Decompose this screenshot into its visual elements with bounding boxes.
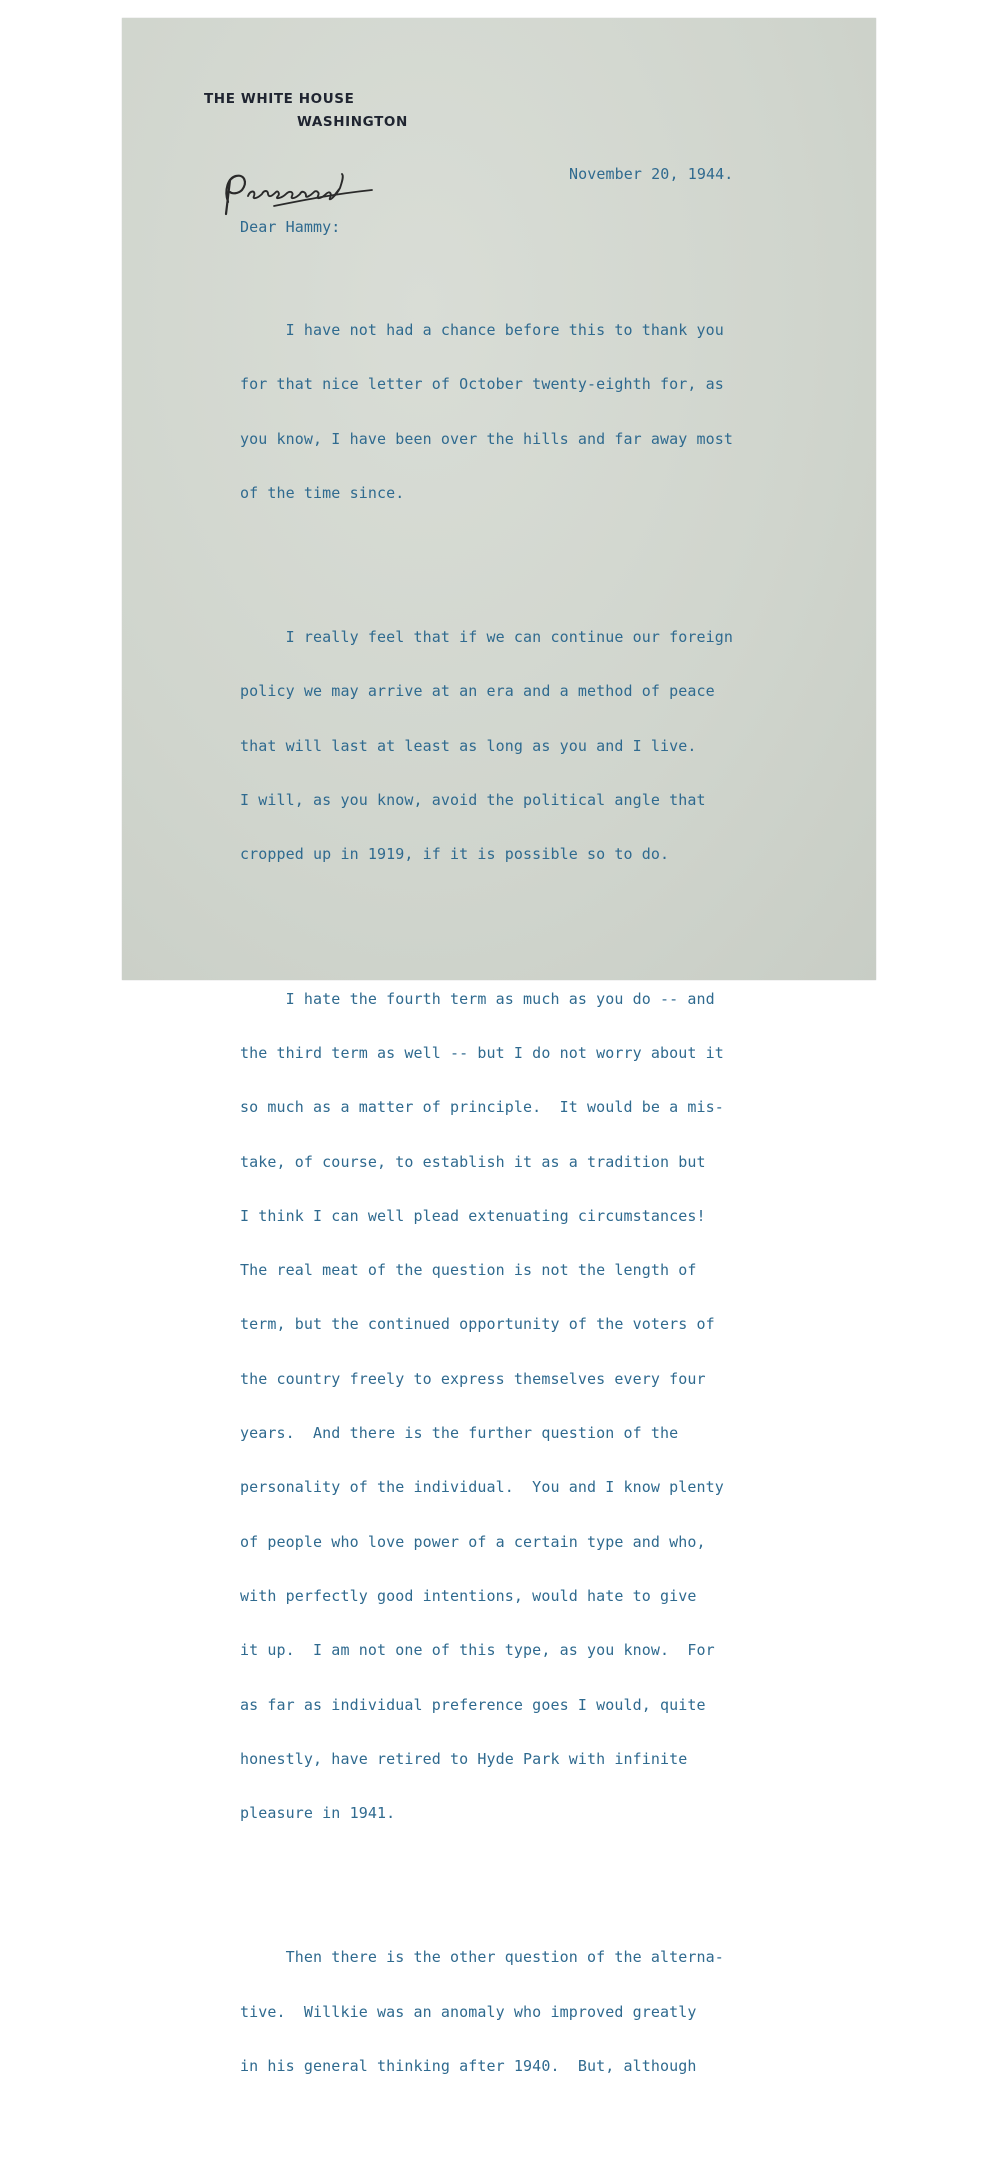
body-line: cropped up in 1919, if it is possible so to do. bbox=[240, 845, 670, 864]
body-line: Then there is the other question of the alterna- bbox=[240, 1948, 724, 1967]
body-line: you know, I have been over the hills and far away most bbox=[240, 429, 734, 448]
letter-date: November 20, 1944. bbox=[569, 165, 734, 183]
body-line: it up. I am not one of this type, as you know. For bbox=[240, 1641, 715, 1660]
paragraph-4 bbox=[240, 1912, 840, 2111]
body-line: I have not had a chance before this to thank you bbox=[240, 321, 724, 339]
body-line: term, but the continued opportunity of the voters of bbox=[240, 1315, 715, 1334]
body-line: The real meat of the question is not the length of bbox=[240, 1261, 697, 1280]
body-line: the country freely to express themselves every four bbox=[240, 1369, 706, 1388]
body-line: in his general thinking after 1940. But, although bbox=[240, 2057, 697, 2076]
letterhead-title: THE WHITE HOUSE bbox=[204, 91, 355, 107]
body-line: policy we may arrive at an era and a method of peace bbox=[240, 682, 715, 701]
body-line: so much as a matter of principle. It would be a mis- bbox=[240, 1098, 724, 1117]
letterhead-city: WASHINGTON bbox=[297, 114, 408, 130]
paragraph-2 bbox=[240, 592, 840, 899]
paragraph-3 bbox=[240, 954, 840, 1859]
body-line: I really feel that if we can continue our foreign bbox=[240, 628, 734, 647]
body-line: pleasure in 1941. bbox=[240, 1804, 396, 1823]
body-line: I think I can well plead extenuating circumstances! bbox=[240, 1206, 706, 1225]
salutation: Dear Hammy: bbox=[240, 218, 341, 236]
body-line: the third term as well -- but I do not worry about it bbox=[240, 1043, 724, 1062]
paragraph-1 bbox=[240, 285, 840, 538]
letter-sheet bbox=[122, 18, 876, 2076]
body-line: honestly, have retired to Hyde Park with infinite bbox=[240, 1749, 688, 1768]
body-line: of the time since. bbox=[240, 483, 405, 502]
body-line: I hate the fourth term as much as you do -- and bbox=[240, 989, 715, 1008]
body-line: I will, as you know, avoid the political angle that bbox=[240, 791, 706, 810]
body-line: with perfectly good intentions, would hate to give bbox=[240, 1586, 697, 1605]
body-line: of people who love power of a certain type and who, bbox=[240, 1532, 706, 1551]
body-line: that will last at least as long as you and I live. bbox=[240, 736, 697, 755]
body-line: years. And there is the further question of the bbox=[240, 1424, 679, 1443]
body-line: take, of course, to establish it as a tradition but bbox=[240, 1152, 706, 1171]
body-line: as far as individual preference goes I would, quite bbox=[240, 1695, 706, 1714]
body-line: for that nice letter of October twenty-eighth for, as bbox=[240, 375, 724, 394]
personal-handwritten-note bbox=[214, 156, 379, 226]
body-line: personality of the individual. You and I know plenty bbox=[240, 1478, 724, 1497]
body-line: tive. Willkie was an anomaly who improved greatly bbox=[240, 2002, 697, 2021]
letter-body bbox=[240, 249, 840, 2165]
